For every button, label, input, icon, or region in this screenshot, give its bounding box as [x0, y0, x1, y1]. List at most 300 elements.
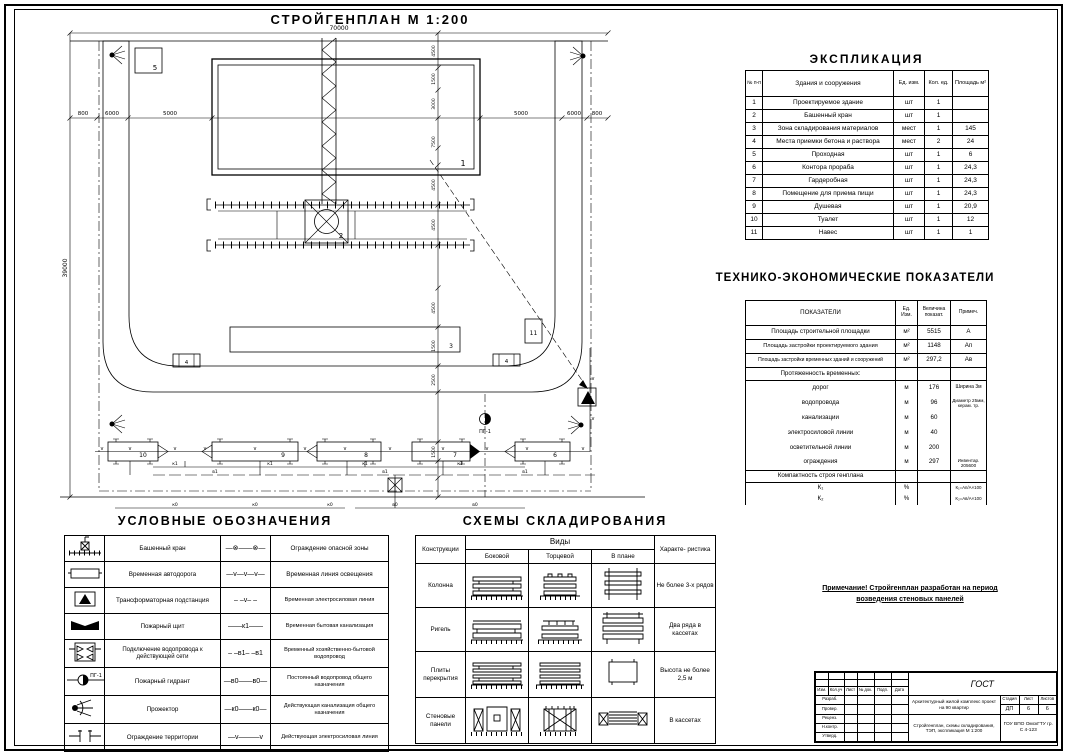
cell — [857, 714, 874, 723]
cell: 1 — [746, 97, 763, 110]
cell: Туалет — [763, 214, 894, 227]
concrete-reception-1 — [173, 354, 200, 367]
table-row — [746, 494, 987, 505]
legend-label: Временная бытовая канализация — [271, 614, 389, 640]
cell: Торцевой — [529, 550, 592, 564]
svg-text:v: v — [173, 446, 177, 452]
role-label: Провер. — [815, 704, 844, 714]
cell: Навес — [763, 227, 894, 240]
cell: Конструкции — [416, 536, 466, 564]
cell — [918, 368, 951, 381]
utility-lines — [115, 461, 595, 508]
cell: Изм. — [815, 686, 828, 695]
cell: Площадь строительной площадки — [746, 326, 896, 340]
cell: 7 — [746, 175, 763, 188]
svg-text:3000: 3000 — [432, 98, 437, 110]
role-label: Разраб. — [815, 695, 844, 704]
cell: 1 — [925, 123, 953, 136]
cell: электросиловой линии — [746, 426, 896, 441]
svg-text:4500: 4500 — [432, 179, 437, 191]
hydrant-label: ПГ-1 — [479, 429, 491, 435]
cell: Проектируемое здание — [763, 97, 894, 110]
lighting-marks — [101, 376, 595, 452]
legend-label: Ограждение территории — [105, 724, 221, 752]
scheme-panel-plan — [595, 701, 651, 737]
cell: Кол.уч — [828, 686, 844, 695]
cell: водопровода — [746, 396, 896, 411]
cell: Здания и сооружения — [763, 71, 894, 97]
cell: 297,2 — [918, 354, 951, 368]
svg-text:к0: к0 — [252, 503, 258, 508]
power-line — [430, 160, 588, 389]
note-line-2: возведения стеновых панелей — [856, 595, 964, 603]
cell — [844, 714, 857, 723]
scheme-panel-side — [469, 701, 525, 737]
cell: м — [896, 441, 918, 456]
hydrant-tag: ПГ-1 — [90, 673, 102, 680]
cell: Проходная — [763, 149, 894, 162]
cell — [951, 368, 987, 381]
cell: 1 — [925, 97, 953, 110]
cell — [857, 679, 874, 686]
scheme-girder-plan — [595, 610, 651, 646]
cell: 8 — [746, 188, 763, 201]
cell: № п-п — [746, 71, 763, 97]
cell: % — [896, 494, 918, 505]
cell — [592, 652, 655, 698]
stage-value: ДП — [1000, 704, 1019, 714]
svg-text:1500: 1500 — [432, 73, 437, 85]
cell — [874, 704, 891, 714]
cell: 1 — [925, 214, 953, 227]
svg-text:8: 8 — [364, 452, 368, 459]
tep-table — [745, 300, 987, 505]
scheme-column-end — [532, 566, 588, 602]
water-connection-icon — [67, 640, 103, 664]
table-row — [746, 110, 989, 123]
cell — [65, 696, 105, 724]
cell — [828, 679, 844, 686]
sheets-total: 6 — [1038, 704, 1057, 714]
cell: 40 — [918, 426, 951, 441]
storage-zone — [230, 327, 460, 352]
site-fence — [60, 41, 645, 497]
svg-text:4: 4 — [184, 360, 189, 366]
svg-text:к0: к0 — [327, 503, 333, 508]
cell: Величина показат. — [918, 301, 951, 326]
table-row — [746, 483, 987, 494]
svg-text:800: 800 — [591, 111, 603, 117]
transformer-icon — [67, 588, 103, 610]
cell: 5 — [746, 149, 763, 162]
schemes-title: СХЕМЫ СКЛАДИРОВАНИЯ — [462, 514, 668, 528]
role-row — [815, 695, 1057, 704]
cell: 20,9 — [953, 201, 989, 214]
power-line-symbol: – –v– – — [221, 588, 271, 614]
svg-text:2500: 2500 — [432, 374, 437, 386]
cell: 4 — [746, 136, 763, 149]
cell — [529, 652, 592, 698]
cell: 3 — [746, 123, 763, 136]
sheet-name: Стройгенплан, схемы складирования, ТЭП, экспликация М 1:200 — [908, 714, 1000, 742]
cell: мест — [894, 123, 925, 136]
cell — [65, 588, 105, 614]
cell: Виды — [466, 536, 655, 550]
tower-crane-icon — [67, 536, 103, 558]
legend-label: Пожарный щит — [105, 614, 221, 640]
cell: шт — [894, 162, 925, 175]
cell: Гардеробная — [763, 175, 894, 188]
cell — [951, 471, 987, 483]
svg-text:v: v — [581, 446, 585, 452]
cell: 1 — [925, 188, 953, 201]
svg-text:6: 6 — [553, 452, 557, 459]
role-label: Н.контр. — [815, 723, 844, 732]
svg-text:v: v — [128, 446, 132, 452]
cell: Площадь застройки проектируемого здания — [746, 340, 896, 354]
cell — [953, 110, 989, 123]
cell — [844, 672, 857, 679]
table-row — [746, 201, 989, 214]
construction-name: Колонна — [416, 564, 466, 608]
svg-text:2: 2 — [338, 232, 344, 240]
water-perm-line-symbol: —в0——в0— — [221, 668, 271, 696]
cell — [466, 564, 529, 608]
svg-text:5000: 5000 — [163, 111, 177, 117]
cell: Помещение для приема пищи — [763, 188, 894, 201]
cell — [844, 695, 857, 704]
svg-text:6000: 6000 — [567, 111, 581, 117]
svg-text:9: 9 — [281, 452, 285, 459]
cell: 297 — [918, 456, 951, 471]
construction-name: Плиты перекрытия — [416, 652, 466, 698]
svg-text:6000: 6000 — [105, 111, 119, 117]
construction-name: Стеновые панели — [416, 698, 466, 744]
legend-label: Временная автодорога — [105, 562, 221, 588]
section-row — [746, 471, 987, 483]
cell: канализации — [746, 411, 896, 426]
cell: Дата — [891, 686, 908, 695]
cell: 1148 — [918, 340, 951, 354]
cell — [951, 426, 987, 441]
svg-text:v: v — [441, 446, 445, 452]
legend-label: Ограждение опасной зоны — [271, 536, 389, 562]
cell — [857, 695, 874, 704]
cell: 1 — [925, 201, 953, 214]
cell: м² — [896, 326, 918, 340]
power-perm-line-symbol: —v———v — [221, 724, 271, 752]
scheme-girder-end — [532, 610, 588, 646]
table-row — [746, 411, 987, 426]
cell: 145 — [953, 123, 989, 136]
cell: К₁ — [746, 483, 896, 494]
lighting-line-symbol: —v—v—v— — [221, 562, 271, 588]
cell: Места приемки бетона и раствора — [763, 136, 894, 149]
cell: 5515 — [918, 326, 951, 340]
cell — [65, 562, 105, 588]
scheme-slab-end — [532, 655, 588, 691]
svg-text:к1: к1 — [172, 462, 178, 467]
danger-zone-line-symbol: —⊗——⊗— — [221, 536, 271, 562]
cell: 24,3 — [953, 175, 989, 188]
cell: м — [896, 426, 918, 441]
svg-text:1500: 1500 — [432, 446, 437, 458]
cell: № док. — [857, 686, 874, 695]
legend-table — [64, 535, 389, 752]
cell: осветительной линии — [746, 441, 896, 456]
cell — [828, 672, 844, 679]
cell — [874, 695, 891, 704]
scheme-slab-plan — [595, 655, 651, 691]
svg-text:7500: 7500 — [432, 136, 437, 148]
cell — [891, 704, 908, 714]
cell: м² — [896, 340, 918, 354]
cell: 24,3 — [953, 188, 989, 201]
concrete-reception-2 — [493, 354, 520, 366]
cell — [529, 608, 592, 652]
title-block — [814, 671, 1058, 743]
fire-hydrant-icon — [66, 669, 105, 691]
lighting-line — [95, 348, 590, 452]
cell — [953, 97, 989, 110]
cell — [891, 672, 908, 679]
table-row — [746, 426, 987, 441]
cell — [918, 494, 951, 505]
svg-text:v: v — [253, 446, 257, 452]
organization: ГОУ ВПО ОмскГТУ гр. С 4-123 — [1000, 714, 1057, 742]
cell — [844, 704, 857, 714]
svg-text:800: 800 — [77, 111, 89, 117]
floodlight-bottom-left — [110, 415, 126, 433]
svg-text:к1: к1 — [267, 462, 273, 467]
cell — [857, 672, 874, 679]
temporary-road — [103, 41, 582, 392]
table-row — [746, 456, 987, 471]
cell: 9 — [746, 201, 763, 214]
cell: 1 — [925, 162, 953, 175]
svg-text:1500: 1500 — [432, 340, 437, 352]
cell — [815, 679, 828, 686]
tep-title: ТЕХНИКО-ЭКОНОМИЧЕСКИЕ ПОКАЗАТЕЛИ — [715, 272, 995, 284]
cell: 1 — [925, 227, 953, 240]
cell: мест — [894, 136, 925, 149]
cell — [529, 698, 592, 744]
water-temp-line-symbol: – –в1– –в1 — [221, 640, 271, 668]
cell: шт — [894, 149, 925, 162]
cell — [65, 724, 105, 752]
svg-text:к1: к1 — [362, 462, 368, 467]
cell — [874, 672, 891, 679]
floodlight-bottom-right — [568, 416, 584, 434]
scheme-characteristic: Не более 3-х рядов — [655, 564, 716, 608]
cell — [891, 732, 908, 742]
cell — [951, 441, 987, 456]
svg-text:3: 3 — [449, 343, 453, 350]
table-row — [746, 340, 987, 354]
svg-text:7: 7 — [453, 452, 457, 459]
scheme-characteristic: В кассетах — [655, 698, 716, 744]
shed-11 — [525, 319, 542, 343]
cell: 1 — [925, 175, 953, 188]
cell: Лист — [844, 686, 857, 695]
svg-text:к1: к1 — [457, 462, 463, 467]
building-1 — [212, 59, 480, 175]
cell: Листов — [1038, 695, 1057, 704]
scheme-row — [416, 564, 716, 608]
floodlight-top-right — [570, 47, 586, 65]
cell — [857, 732, 874, 742]
cell: Башенный кран — [763, 110, 894, 123]
cell: % — [896, 483, 918, 494]
cell — [592, 564, 655, 608]
cell: К₂ — [746, 494, 896, 505]
cell: м² — [896, 354, 918, 368]
gatehouse-5 — [135, 48, 162, 73]
svg-text:v: v — [525, 446, 529, 452]
transformer-substation — [578, 388, 596, 406]
scheme-row — [416, 608, 716, 652]
svg-text:в0: в0 — [472, 503, 478, 508]
cell: 10 — [746, 214, 763, 227]
construction-name: Ригель — [416, 608, 466, 652]
cell — [466, 652, 529, 698]
cell: шт — [894, 201, 925, 214]
cell — [891, 695, 908, 704]
cell: 24,3 — [953, 162, 989, 175]
cell: Подп. — [874, 686, 891, 695]
cell: Площадь застройки временных зданий и сооружений — [746, 354, 896, 368]
svg-text:v: v — [100, 446, 104, 452]
cell: шт — [894, 110, 925, 123]
legend-label: Действующая электросиловая линия — [271, 724, 389, 752]
cell — [844, 732, 857, 742]
table-row — [746, 381, 987, 396]
cell: 2 — [746, 110, 763, 123]
document-code: ГОСТ — [908, 672, 1057, 695]
table-row — [746, 354, 987, 368]
legend-row — [65, 614, 389, 640]
cell: Ав — [951, 354, 987, 368]
cell: Лист — [1019, 695, 1038, 704]
scheme-column-plan — [595, 566, 651, 602]
cell — [874, 732, 891, 742]
table-row — [746, 227, 989, 240]
cell: 96 — [918, 396, 951, 411]
cell: ограждения — [746, 456, 896, 471]
cell: Ед. Изм. — [896, 301, 918, 326]
scheme-panel-end — [532, 701, 588, 737]
legend-row — [65, 696, 389, 724]
cell: Площадь м² — [953, 71, 989, 97]
table-row — [746, 396, 987, 411]
sewer-perm-line-symbol: —к0——к0— — [221, 696, 271, 724]
cell: Кол. ед. — [925, 71, 953, 97]
cell — [857, 723, 874, 732]
cell: Контора прораба — [763, 162, 894, 175]
cell — [65, 536, 105, 562]
cell: м — [896, 456, 918, 471]
cell: 1 — [925, 110, 953, 123]
table-row — [746, 175, 989, 188]
svg-text:4: 4 — [504, 359, 509, 365]
cell — [891, 679, 908, 686]
header-row — [746, 301, 987, 326]
dim-top-total: 70000 — [329, 25, 349, 32]
sheet-number: 6 — [1019, 704, 1038, 714]
fire-hydrant — [479, 394, 491, 497]
scheme-column-side — [469, 566, 525, 602]
legend-label: Трансформаторная подстанция — [105, 588, 221, 614]
cell: 6 — [746, 162, 763, 175]
legend-row — [65, 536, 389, 562]
legend-label: Временная линия освещения — [271, 562, 389, 588]
cell — [844, 723, 857, 732]
cell: Боковой — [466, 550, 529, 564]
legend-label: Действующая канализация общего назначения — [271, 696, 389, 724]
svg-text:11: 11 — [529, 330, 538, 337]
legend-row — [65, 588, 389, 614]
scheme-row — [416, 698, 716, 744]
svg-text:5: 5 — [152, 64, 158, 72]
cell: 12 — [953, 214, 989, 227]
cell: 176 — [918, 381, 951, 396]
legend-row — [65, 668, 389, 696]
svg-text:10: 10 — [139, 452, 147, 459]
svg-text:в0: в0 — [392, 503, 398, 508]
cell: шт — [894, 175, 925, 188]
cell: В плане — [592, 550, 655, 564]
svg-text:v: v — [203, 446, 207, 452]
scheme-characteristic: Два ряда в кассетах — [655, 608, 716, 652]
cell — [844, 679, 857, 686]
scheme-characteristic: Высота не более 2,5 м — [655, 652, 716, 698]
revision-row — [815, 672, 1057, 679]
tower-crane — [305, 38, 348, 243]
table-row — [746, 441, 987, 456]
role-label: Реценз. — [815, 714, 844, 723]
cell: 1 — [953, 227, 989, 240]
cell: дорог — [746, 381, 896, 396]
svg-text:в1: в1 — [212, 470, 218, 475]
fire-shield-icon — [67, 614, 103, 636]
cell — [951, 411, 987, 426]
legend-label: Подключение водопровода к действующей сети — [105, 640, 221, 668]
cell: 1 — [925, 149, 953, 162]
cell: А — [951, 326, 987, 340]
scheme-slab-side — [469, 655, 525, 691]
table-row — [746, 162, 989, 175]
scheme-girder-side — [469, 610, 525, 646]
cell: Инвентар. 205600 — [951, 456, 987, 471]
legend-label: Башенный кран — [105, 536, 221, 562]
role-label: Утверд. — [815, 732, 844, 742]
cell: Протяженность временных: — [746, 368, 896, 381]
header-row — [416, 536, 716, 550]
table-row — [746, 214, 989, 227]
plan-note — [788, 584, 1032, 605]
cell — [65, 640, 105, 668]
legend-label: Прожектор — [105, 696, 221, 724]
svg-text:5000: 5000 — [514, 111, 528, 117]
cell: шт — [894, 188, 925, 201]
svg-text:v: v — [591, 416, 595, 422]
cell — [891, 714, 908, 723]
role-row — [815, 714, 1057, 723]
plan-title: СТРОЙГЕНПЛАН М 1:200 — [270, 12, 470, 27]
cell — [918, 471, 951, 483]
schemes-table — [415, 535, 716, 744]
site-fence-icon — [67, 725, 103, 747]
